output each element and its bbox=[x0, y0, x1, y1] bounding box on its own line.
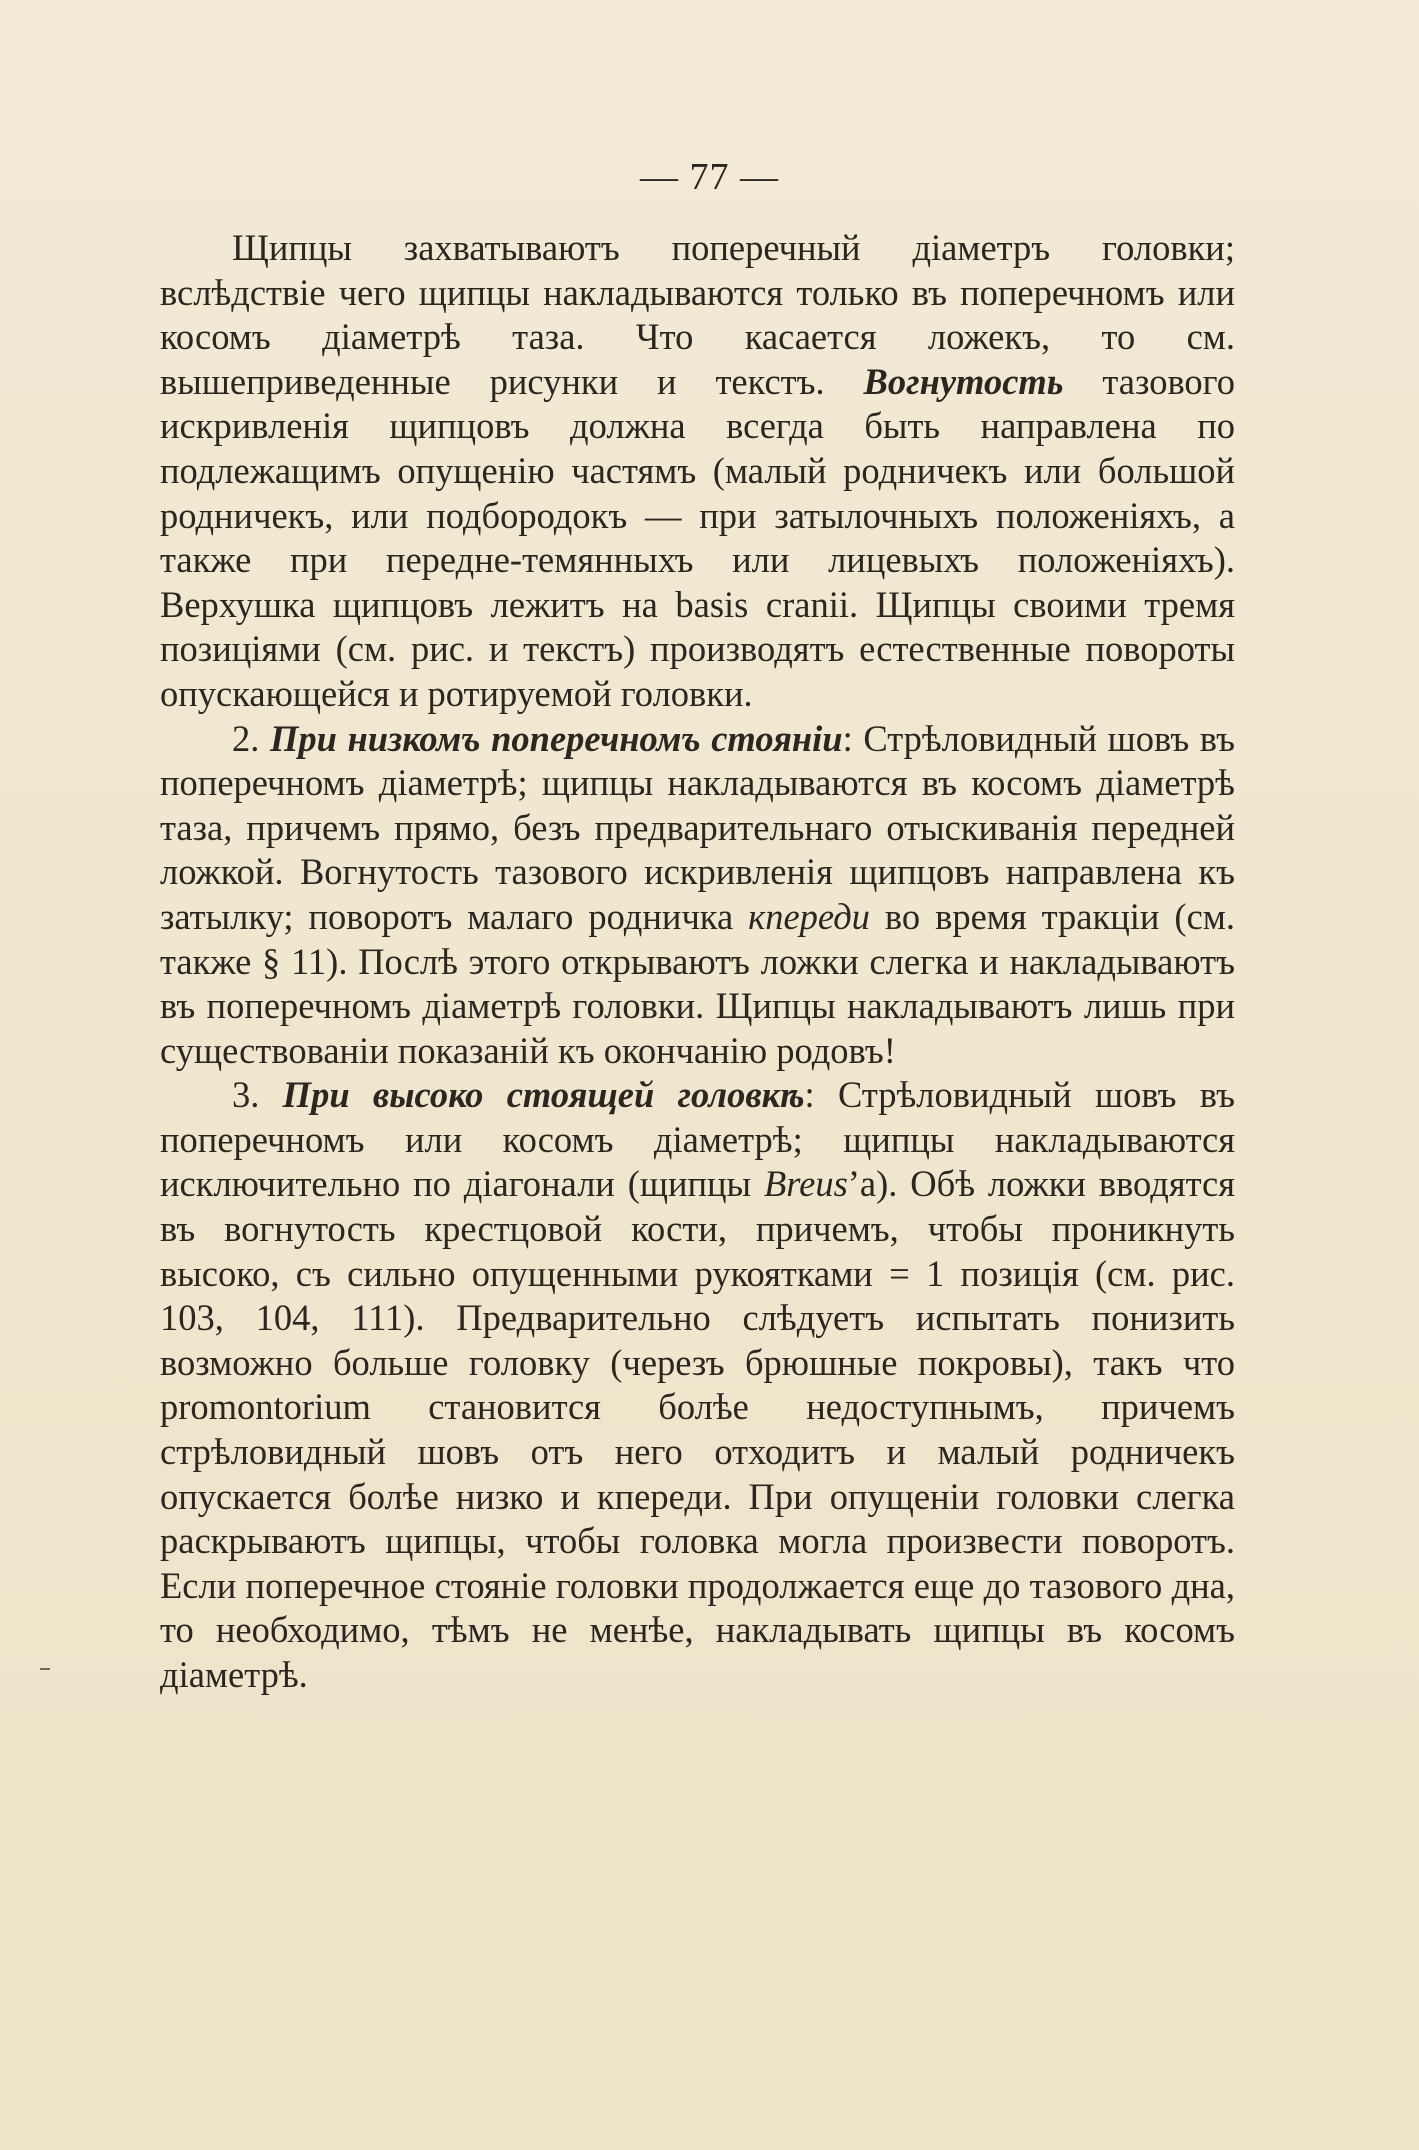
paragraph-3-name: Breus bbox=[763, 1163, 848, 1205]
paragraph-2-text-b: во время тракціи (см. также § 11). Послѣ этого открываютъ ложки слегка и накладываютъ въ поперечномъ діаметрѣ головки. Щипцы накладываютъ лишь при существованіи показаній къ окончанію родовъ! bbox=[160, 895, 1235, 1071]
paragraph-2 bbox=[160, 717, 1235, 1074]
paragraph-1-emphasis: Вогнутость bbox=[863, 360, 1064, 402]
paragraph-2-text-a: : Стрѣловидный шовъ въ поперечномъ діаметрѣ; щипцы накладываются въ косомъ діаметрѣ таза, причемъ прямо, безъ предварительнаго отыскиванія передней ложкой. Вогнутость тазового искривленія щипцовъ направлена къ затылку; поворотъ малаго родничка bbox=[160, 717, 1235, 937]
body-text bbox=[160, 226, 1235, 1698]
paragraph-1-text-b: тазового искривленія щипцовъ должна всегда быть направлена по подлежащимъ опущенію частямъ (малый родничекъ или большой родничекъ, или подбородокъ — при затылочныхъ положеніяхъ, а также при передне-темянныхъ или лицевыхъ положеніяхъ). Верхушка щипцовъ лежитъ на basis cranii. Щипцы своими тремя позиціями (см. рис. и текстъ) производятъ естественные повороты опускающейся и ротируемой головки. bbox=[160, 360, 1235, 714]
margin-mark bbox=[40, 1668, 50, 1670]
paragraph-3 bbox=[160, 1073, 1235, 1697]
paragraph-1-text-a: Щипцы захватываютъ поперечный діаметръ головки; вслѣдствіе чего щипцы накладываются только въ поперечномъ или косомъ діаметрѣ таза. Что касается ложекъ, то см. вышеприведенные рисунки и текстъ. bbox=[160, 227, 1235, 402]
paragraph-3-text-a: : Стрѣловидный шовъ въ поперечномъ или косомъ діаметрѣ; щипцы накладываются исключительно по діагонали (щипцы bbox=[160, 1074, 1235, 1205]
paragraph-3-number: 3. bbox=[232, 1074, 283, 1116]
paragraph-2-number: 2. bbox=[232, 717, 270, 759]
paragraph-2-emphasis: кпереди bbox=[748, 895, 870, 937]
page-number: — 77 — bbox=[640, 156, 779, 198]
paragraph-2-heading: При низкомъ поперечномъ стояніи bbox=[269, 717, 843, 759]
paragraph-3-text-b: ’a). Обѣ ложки вводятся въ вогнутость крестцовой кости, причемъ, чтобы проникнуть высоко, съ сильно опущенными рукоятками = 1 позиція (см. рис. 103, 104, 111). Предварительно слѣдуетъ испытать понизить возможно больше головку (черезъ брюшные покровы), такъ что promontorium становится болѣе недоступнымъ, причемъ стрѣловидный шовъ отъ него отходитъ и малый родничекъ опускается болѣе низко и кпереди. При опущеніи головки слегка раскрываютъ щипцы, чтобы головка могла произвести поворотъ. Если поперечное стояніе головки продолжается еще до тазового дна, то необходимо, тѣмъ не менѣе, накладывать щипцы въ косомъ діаметрѣ. bbox=[160, 1163, 1236, 1695]
paragraph-3-heading: При высоко стоящей головкѣ bbox=[282, 1074, 805, 1116]
paragraph-1 bbox=[160, 226, 1235, 717]
